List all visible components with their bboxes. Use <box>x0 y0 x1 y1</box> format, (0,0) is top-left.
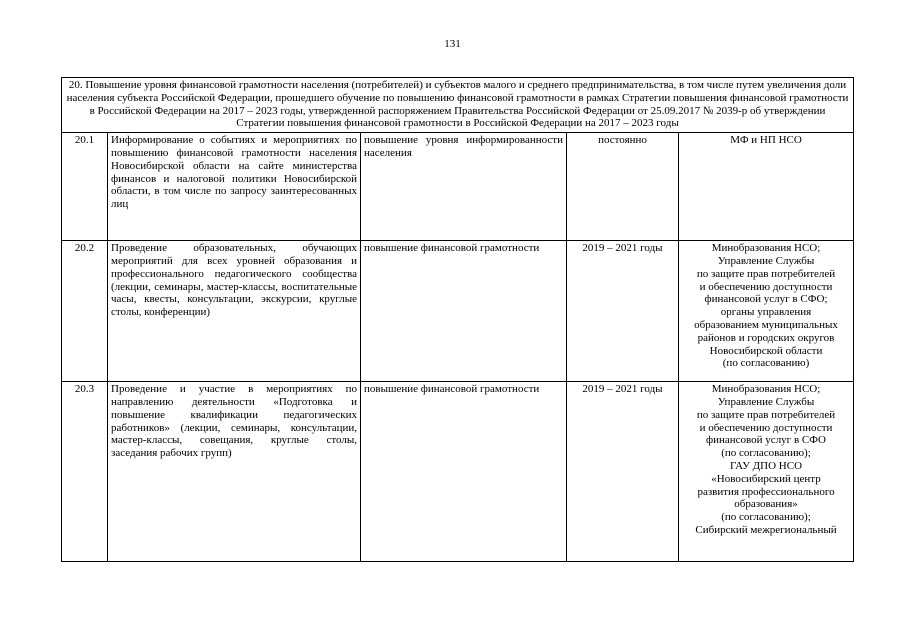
table-row <box>62 133 854 241</box>
row-term: 2019 – 2021 годы <box>567 241 679 382</box>
responsible-line: (по согласованию) <box>722 357 810 370</box>
responsible-line: (по согласованию); <box>721 511 811 524</box>
responsible-line: развития профессионального <box>697 485 835 498</box>
section-header: 20. Повышение уровня финансовой грамотности населения (потребителей) и субъектов малого и среднего предпринимательства, в том числе путем увеличения доли населения субъекта Российской Федерации, прошедшего обучение по повышению финансовой грамотности в рамках Стратегии повышения финансовой грамотности в Российской Федерации на 2017 – 2023 годы, утвержденной распоряжением Правительства Российской Федерации от 25.09.2017 № 2039-р об утверждении Стратегии повышения финансовой грамотности в Российской Федерации на 2017 – 2023 годы <box>62 78 854 133</box>
responsible-line: МФ и НП НСО <box>730 134 802 147</box>
page-number: 131 <box>444 38 461 50</box>
responsible-line: финансовой услуг в СФО <box>706 434 826 447</box>
row-result: повышение финансовой грамотности <box>361 241 567 382</box>
table-row <box>62 382 854 562</box>
responsible-line: образования» <box>734 498 798 511</box>
responsible-line: Сибирский межрегиональный <box>695 523 837 536</box>
responsible-line: образованием муниципальных <box>694 318 838 331</box>
row-result: повышение финансовой грамотности <box>361 382 567 562</box>
responsible-line: Управление Службы <box>717 395 815 408</box>
row-description: Информирование о событиях и мероприятиях по повышению финансовой грамотности населения Новосибирской области на сайте министерства финансов и налоговой политики Новосибирской области, в том числе по запросу заинтересованных лиц <box>108 133 361 241</box>
responsible-line: по защите прав потребителей <box>696 408 836 421</box>
row-term: 2019 – 2021 годы <box>567 382 679 562</box>
responsible-line: и обеспечению доступности <box>699 280 833 293</box>
responsible-line: и обеспечению доступности <box>699 421 833 434</box>
row-term: постоянно <box>567 133 679 241</box>
row-responsible <box>679 382 854 562</box>
responsible-line: районов и городских округов <box>697 331 835 344</box>
responsible-line: Минобразования НСО; <box>711 242 821 255</box>
section-header-row <box>62 78 854 133</box>
responsible-line: ГАУ ДПО НСО <box>729 459 803 472</box>
responsible-line: Минобразования НСО; <box>711 383 821 396</box>
row-description: Проведение образовательных, обучающих мероприятий для всех уровней образования и профессионального педагогического сообщества (лекции, семинары, мастер-классы, воспитательные часы, квесты, консультации, экскурсии, круглые столы, конференции) <box>108 241 361 382</box>
row-number: 20.2 <box>62 241 108 382</box>
row-result: повышение уровня информированности населения <box>361 133 567 241</box>
responsible-line: органы управления <box>720 306 812 319</box>
table-row <box>62 241 854 382</box>
responsible-line: финансовой услуг в СФО; <box>704 293 828 306</box>
responsible-line: Новосибирской области <box>709 344 823 357</box>
row-responsible <box>679 241 854 382</box>
measures-table <box>61 77 854 562</box>
row-number: 20.1 <box>62 133 108 241</box>
responsible-line: (по согласованию); <box>721 447 811 460</box>
row-responsible <box>679 133 854 241</box>
responsible-line: по защите прав потребителей <box>696 267 836 280</box>
responsible-line: «Новосибирский центр <box>711 472 821 485</box>
row-description: Проведение и участие в мероприятиях по направлению деятельности «Подготовка и повышение квалификации педагогических работников» (лекции, семинары, консультации, мастер-классы, совещания, круглые столы, заседания рабочих групп) <box>108 382 361 562</box>
row-number: 20.3 <box>62 382 108 562</box>
responsible-line: Управление Службы <box>717 254 815 267</box>
